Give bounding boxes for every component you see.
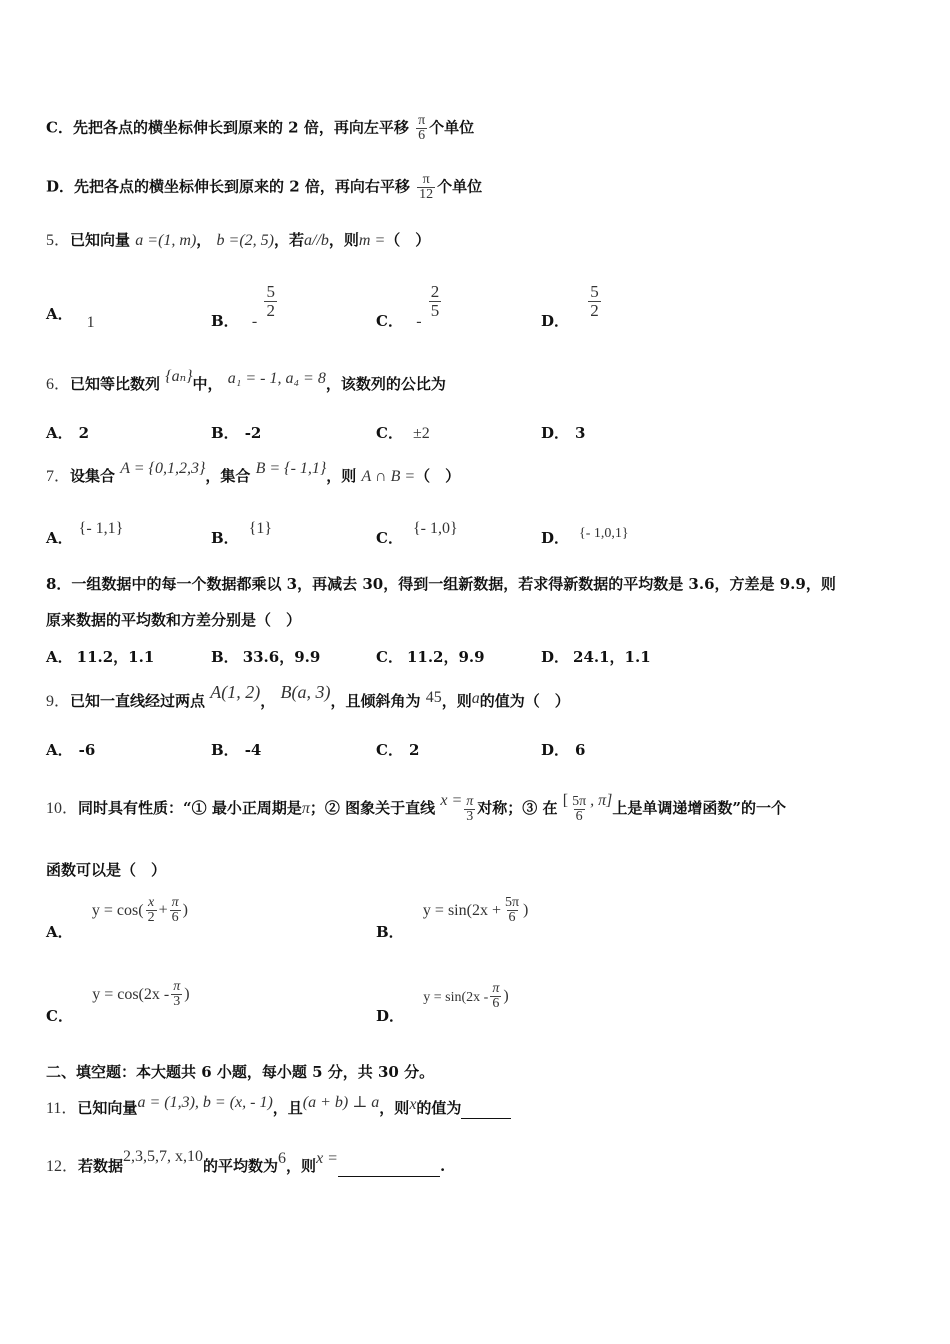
q11-num: 11． xyxy=(46,1100,78,1117)
q9-options-1-value: -4 xyxy=(244,741,262,759)
fraction xyxy=(490,982,501,1011)
q6-option-d[interactable] xyxy=(541,422,585,443)
q9-tail: 的值为（ ） xyxy=(479,692,570,710)
fraction xyxy=(429,283,442,320)
q10-line_den: 3 xyxy=(466,808,474,824)
q7-options-1-value: {1} xyxy=(248,520,273,537)
question-6 xyxy=(46,368,446,395)
q7-option-d[interactable] xyxy=(541,527,629,548)
q10-int_open: [ xyxy=(562,792,569,809)
option-text: 先把各点的横坐标伸长到原来的 2 倍，再向左平移 xyxy=(72,118,409,137)
q10-options-2-label: C． xyxy=(46,1006,73,1025)
q7-expr: A ∩ B = xyxy=(361,468,416,485)
q10-option-a[interactable] xyxy=(46,895,188,941)
q5-cond: a//b xyxy=(304,232,329,249)
q10-options-2-post: ) xyxy=(184,985,190,1003)
q9-options-2-label: C． xyxy=(376,741,403,759)
q9-lead: 已知一直线经过两点 xyxy=(70,692,206,710)
q11-cond: (a + b) ⊥ a xyxy=(302,1094,380,1111)
q5-option-d[interactable] xyxy=(541,282,603,330)
q8-options-2-label: C． xyxy=(376,648,403,666)
q9-num: 9． xyxy=(46,693,71,710)
question-5 xyxy=(46,230,430,251)
q6-options-2-value: ±2 xyxy=(412,425,430,442)
q9-options-3-label: D． xyxy=(541,741,570,759)
fraction xyxy=(503,896,521,925)
q10-int_tail: , π] xyxy=(590,792,613,809)
q7-B: B = {- 1,1} xyxy=(255,460,327,477)
q11-mid: ，且 xyxy=(272,1099,303,1117)
fraction xyxy=(171,980,182,1009)
vector-a: a =(1, m) xyxy=(135,232,197,249)
q7-options-2-label: C． xyxy=(376,529,403,547)
q10-options-1-label: B． xyxy=(376,922,404,941)
option-tail: 个单位 xyxy=(437,177,483,196)
q10-int_den: 6 xyxy=(575,808,583,824)
q10-options-1-n1: 5π xyxy=(504,895,520,910)
q12-num: 12． xyxy=(46,1158,79,1175)
q7-paren: （ ） xyxy=(415,467,461,485)
fraction xyxy=(170,896,181,925)
q5-options-0-label: A． xyxy=(46,305,73,323)
q6-seq: {aₙ} xyxy=(165,368,193,385)
q10-part3: 对称；③ 在 xyxy=(477,799,558,817)
qD-frac_num: π xyxy=(422,172,430,187)
q9-B: B(a, 3) xyxy=(280,682,331,702)
q10-options-0-d2: 6 xyxy=(171,910,179,925)
q8-options-2-value: 11.2，9.9 xyxy=(406,648,485,666)
section-2-heading: 二、填空题：本大题共 6 小题，每小题 5 分，共 30 分。 xyxy=(46,1063,435,1081)
q10-options-0-label: A． xyxy=(46,922,73,941)
q8-options-0-value: 11.2，1.1 xyxy=(76,648,155,666)
q8-option-c[interactable] xyxy=(376,646,485,667)
q8-options-1-value: 33.6，9.9 xyxy=(242,648,321,666)
q6-options-1-value: -2 xyxy=(244,424,262,442)
q5-option-c[interactable] xyxy=(376,282,443,330)
q7-option-a[interactable] xyxy=(46,520,124,548)
q10-option-b[interactable] xyxy=(376,895,529,941)
q10-x_eq: x = xyxy=(440,792,463,809)
q6-num: 6． xyxy=(46,376,71,393)
q5-options-2-num: 2 xyxy=(430,282,440,301)
q6-options-0-label: A． xyxy=(46,424,73,442)
q5-options-2-sign: - xyxy=(416,312,422,330)
q7-options-0-value: {- 1,1} xyxy=(78,520,124,537)
q5-options-1-num: 5 xyxy=(266,282,275,301)
q5-options-0-whole: 1 xyxy=(86,314,95,331)
q10-options-1-pre: y = sin(2x + xyxy=(422,901,501,919)
q7-options-1-label: B． xyxy=(211,529,239,547)
q8-option-b[interactable] xyxy=(211,646,320,667)
question-9 xyxy=(46,682,570,712)
q11-var: x xyxy=(409,1096,417,1113)
q8-options-3-value: 24.1，1.1 xyxy=(573,648,651,666)
option-d-transform xyxy=(46,173,482,202)
q7-options-3-value: {- 1,0,1} xyxy=(579,526,629,541)
q10-num: 10． xyxy=(46,800,79,817)
q9-var: a xyxy=(471,690,480,707)
q9-option-c[interactable] xyxy=(376,739,419,760)
option-text: 先把各点的横坐标伸长到原来的 2 倍，再向右平移 xyxy=(74,177,410,196)
q9-mid: ，且倾斜角为 xyxy=(330,692,421,710)
q6-option-c[interactable] xyxy=(376,422,430,443)
q12-var: x = xyxy=(316,1150,338,1167)
q8-options-3-label: D． xyxy=(541,648,570,666)
q9-then: ，则 xyxy=(441,692,472,710)
q10-line_num: π xyxy=(466,793,474,809)
q5-options-3-den: 2 xyxy=(590,301,599,320)
q10-options-0-d1: 2 xyxy=(147,910,155,925)
q10-options-2-pre: y = cos(2x - xyxy=(92,985,170,1003)
q8-options-0-label: A． xyxy=(46,648,73,666)
q10-options-0-post: ) xyxy=(182,901,188,919)
q10-int_num: 5π xyxy=(572,793,587,809)
q9-option-b[interactable] xyxy=(211,739,261,760)
q7-option-c[interactable] xyxy=(376,520,458,548)
q10-options-0-mid: + xyxy=(158,901,168,919)
q9-options-0-label: A． xyxy=(46,741,73,759)
q8-option-a[interactable] xyxy=(46,646,154,667)
qD-frac_den: 12 xyxy=(419,187,434,202)
qC-frac_den: 6 xyxy=(418,128,426,143)
question-10-line2: 函数可以是（ ） xyxy=(46,861,167,879)
q9-options-3-value: 6 xyxy=(575,741,586,759)
q9-comma: ， xyxy=(260,692,276,710)
q9-option-d[interactable] xyxy=(541,739,585,760)
q7-options-2-value: {- 1,0} xyxy=(412,520,458,537)
q7-then: ，则 xyxy=(326,467,357,485)
q8-options-1-label: B． xyxy=(211,648,239,666)
answer-blank[interactable] xyxy=(461,1118,511,1119)
fraction xyxy=(464,795,475,824)
q10-options-3-d1: 6 xyxy=(492,996,500,1011)
q10-options-3-label: D． xyxy=(376,1006,405,1025)
question-7 xyxy=(46,460,461,487)
q5-options-3-label: D． xyxy=(541,311,570,330)
q6-options-2-label: C． xyxy=(376,424,403,442)
q9-options-2-value: 2 xyxy=(408,741,420,759)
q10-options-2-n1: π xyxy=(173,979,181,994)
fraction xyxy=(588,283,601,320)
q5-options-3-num: 5 xyxy=(590,282,599,301)
q5-options-1-label: B． xyxy=(211,311,239,330)
q5-options-1-den: 2 xyxy=(266,301,275,320)
q5-option-b[interactable] xyxy=(211,282,279,330)
q9-options-1-label: B． xyxy=(211,741,239,759)
q7-lead: 设集合 xyxy=(70,467,116,485)
q5-paren: （ ） xyxy=(385,231,431,249)
question-8-line1: 8．一组数据中的每一个数据都乘以 3，再减去 30，得到一组新数据，若求得新数据的平均数是 3.6，方差是 9.9，则 xyxy=(46,575,836,593)
q10-options-1-post: ) xyxy=(523,901,529,919)
fraction xyxy=(146,896,157,925)
q10-options-3-pre: y = sin(2x - xyxy=(423,989,489,1005)
q11-then: ，则 xyxy=(379,1099,410,1117)
fraction xyxy=(416,114,427,143)
question-8-line2: 原来数据的平均数和方差分别是（ ） xyxy=(46,611,302,629)
q11-lead: 已知向量 xyxy=(77,1099,138,1117)
q10-options-3-n1: π xyxy=(492,981,500,996)
q5-m: m = xyxy=(358,232,386,249)
option-label: D． xyxy=(46,177,75,196)
q6-cond: a₁ = - 1, a₄ = 8 xyxy=(227,370,326,387)
q5-comma1: ， xyxy=(196,231,212,249)
q10-options-1-d1: 6 xyxy=(508,910,516,925)
q6-option-b[interactable] xyxy=(211,422,261,443)
q7-options-0-label: A． xyxy=(46,529,73,547)
q10-part2: ；② 图象关于直线 xyxy=(309,799,436,817)
q10-options-0-n2: π xyxy=(171,895,179,910)
question-11 xyxy=(46,1094,511,1119)
q12-avg: 6 xyxy=(278,1150,287,1167)
q9-option-a[interactable] xyxy=(46,739,95,760)
q11-tail: 的值为 xyxy=(416,1099,462,1117)
q6-options-3-value: 3 xyxy=(575,424,586,442)
q12-data: 2,3,5,7, x,10 xyxy=(123,1148,204,1165)
q9-options-0-value: -6 xyxy=(78,741,96,759)
q5-lead: 已知向量 xyxy=(70,231,131,249)
q12-mid: 的平均数为 xyxy=(203,1157,279,1175)
q10-options-0-n1: x xyxy=(147,895,155,910)
vector-b: b =(2, 5) xyxy=(216,232,274,249)
q12-tail: . xyxy=(439,1157,446,1175)
q6-options-0-value: 2 xyxy=(78,424,90,442)
q7-mid: ，集合 xyxy=(205,467,251,485)
q6-options-3-label: D． xyxy=(541,424,570,442)
option-tail: 个单位 xyxy=(429,118,475,137)
q7-A: A = {0,1,2,3} xyxy=(120,460,206,477)
q6-options-1-label: B． xyxy=(211,424,239,442)
question-10 xyxy=(46,788,786,829)
q9-A: A(1, 2) xyxy=(210,682,261,702)
fraction xyxy=(417,173,435,202)
q5-mid: ，若 xyxy=(273,231,304,249)
q6-option-a[interactable] xyxy=(46,422,89,443)
q10-options-2-d1: 3 xyxy=(173,994,181,1009)
q12-lead: 若数据 xyxy=(78,1157,124,1175)
q6-tail: ，该数列的公比为 xyxy=(325,375,446,393)
fraction xyxy=(264,283,277,320)
q6-mid: 中， xyxy=(192,375,223,393)
q7-options-3-label: D． xyxy=(541,529,570,547)
q5-num: 5． xyxy=(46,232,71,249)
option-c-transform xyxy=(46,114,474,143)
q12-then: ，则 xyxy=(286,1157,317,1175)
q10-option-d[interactable] xyxy=(376,981,509,1025)
q5-options-1-sign: - xyxy=(251,312,258,330)
q5-options-2-den: 5 xyxy=(430,301,440,320)
q10-option-c[interactable] xyxy=(46,979,190,1025)
answer-blank[interactable] xyxy=(338,1176,440,1177)
q9-angle: 45 xyxy=(425,689,442,706)
q5-option-a[interactable] xyxy=(46,303,95,331)
q10-part4: 上是单调递增函数”的一个 xyxy=(612,799,787,817)
question-12 xyxy=(46,1148,446,1177)
option-label: C． xyxy=(46,118,73,137)
q5-then: ，则 xyxy=(328,231,359,249)
q10-pi: π xyxy=(301,800,310,817)
qC-frac_num: π xyxy=(418,113,426,128)
q6-lead: 已知等比数列 xyxy=(70,375,161,393)
q10-options-3-post: ) xyxy=(503,987,509,1005)
q10-options-0-pre: y = cos( xyxy=(91,901,144,919)
fraction xyxy=(570,795,588,824)
q7-num: 7． xyxy=(46,468,71,485)
q5-options-2-label: C． xyxy=(376,311,403,330)
q10-lead: 同时具有性质：“① 最小正周期是 xyxy=(78,799,302,817)
q8-option-d[interactable] xyxy=(541,646,651,667)
q7-option-b[interactable] xyxy=(211,520,273,548)
q11-vec: a = (1,3), b = (x, - 1) xyxy=(137,1094,273,1111)
